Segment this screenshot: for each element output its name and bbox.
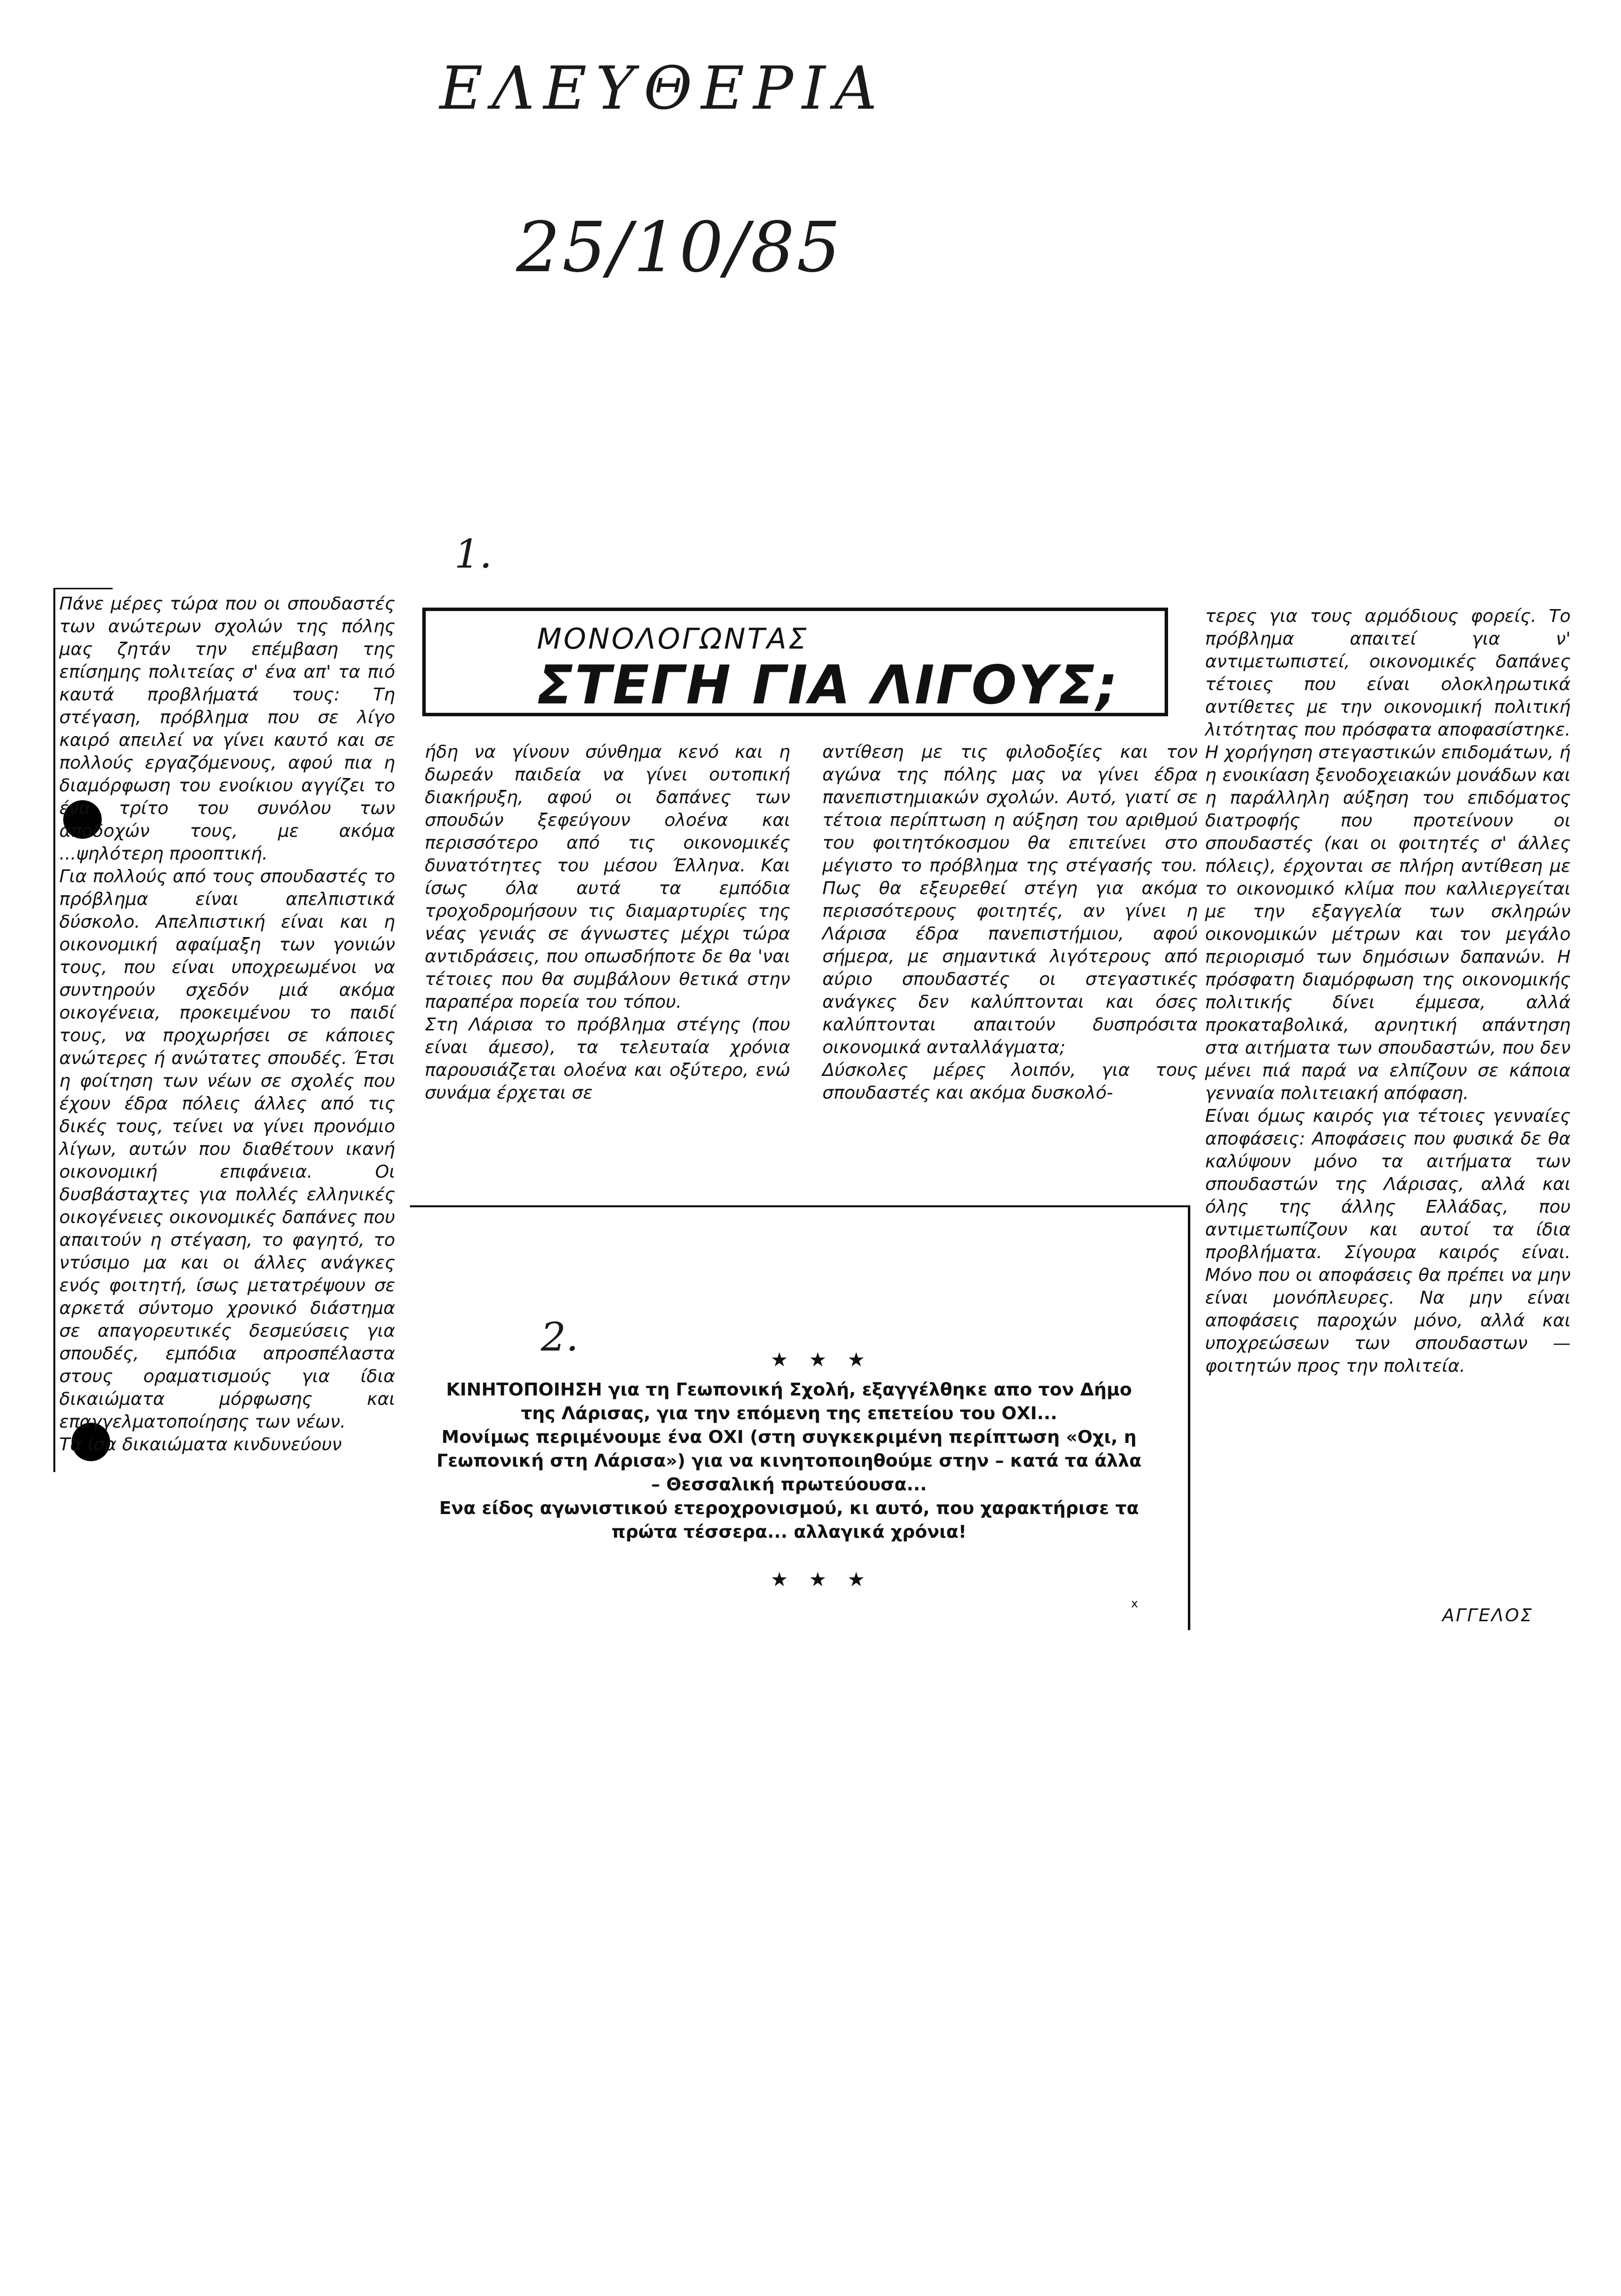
stars-separator-bottom: ★ ★ ★ <box>770 1568 872 1591</box>
bold-note-text: ΚΙΝΗΤΟΠΟΙΗΣΗ για τη Γεωπονική Σχολή, εξαγγέλθηκε απο τον Δήμο της Λάρισας, για την επόμενη της επετείου του ΟΧΙ... Μονίμως περιμένουμε ένα ΟΧΙ (στη συγκεκριμένη περίπτωση «Οχι, η Γεωπονική στη Λάρισα») για να κινητοποιηθούμε στην – κατά τα άλλα – Θεσσαλική πρωτεύουσα... Ενα είδος αγωνιστικού ετεροχρονισμού, κι αυτό, που χαρακτήρισε τα πρώτα τέσσερα... αλλαγικά χρόνια! <box>436 1380 1142 1542</box>
article-column-3: αντίθεση με τις φιλοδοξίες και τον αγώνα της πόλης μας να γίνει έδρα πανεπιστημιακών σχολών. Αυτό, γιατί σε τέτοια περίπτωση η αύξηση του αριθμού του φοιτητόκοσμου θα επιτείνει στο μέγιστο το πρόβλημα της στέγασής του. Πως θα εξευρεθεί στέγη για ακόμα περισσότερους φοιτητές, αν γίνει η Λάρισα έδρα πανεπιστήμιου, αφού σήμερα, με σημαντικά λιγότερους από αύριο σπουδαστές οι στεγαστικές ανάγκες δεν καλύπτονται και όσες καλύπτονται απαιτούν δυσπρόσιτα οικονομικά ανταλλάγματα; Δύσκολες μέρες λοιπόν, για τους σπουδαστές και ακόμα δυσκολό- <box>822 742 1198 1103</box>
handwritten-newspaper-name: ΕΛΕΥΘΕΡΙΑ <box>440 54 886 123</box>
handwritten-mark-one: 1. <box>454 531 492 577</box>
handwritten-mark-two: 2. <box>541 1314 579 1360</box>
article-column-4: τερες για τους αρμόδιους φορείς. Το πρόβλημα απαιτεί για ν' αντιμετωπιστεί, οικονομικές δαπάνες τέτοιες που είναι ολοκληρωτικά αντίθετες με την οικονομική πολιτική λιτότητας που πρόσφατα αποφασίστηκε. Η χορήγηση στεγαστικών επιδομάτων, ή η ενοικίαση ξενοδοχειακών μονάδων και η παράλληλη αύξηση του επιδόματος διατροφής που προτείνουν οι σπουδαστές (και οι φοιτητές σ' άλλες πόλεις), έρχονται σε πλήρη αντίθεση με το οικονομικό κλίμα που καλλιεργείται με την εξαγγελία των σκληρών οικονομικών μέτρων και τον μεγάλο περιορισμό των δημόσιων δαπανών. Η πρόσφατη διαμόρφωση της οικονομικής πολιτικής δίνει έμμεσα, αλλά προκαταβολικά, αρνητική απάντηση στα αιτήματα των σπουδαστών, που δεν μένει πιά παρά να ελπίζουν σε κάποια γενναία πολιτειακή απόφαση. Είναι όμως καιρός για τέτοιες γενναίες αποφάσεις: Αποφάσεις που φυσικά δε θα καλύψουν μόνο τα αιτήματα των σπουδαστών της Λάρισας, αλλά και όλης της άλλης Ελλάδας, που αντιμετωπίζουν και αυτοί τα ίδια προβλήματα. Σίγουρα καιρός είναι. Μόνο που οι αποφάσεις θα πρέπει να μην είναι μονόπλευρες. Να μην είναι αποφάσεις παροχών μόνο, αλλά και υποχρεώσεων των σπουδαστων — φοιτητών προς την πολιτεία. <box>1205 606 1571 1376</box>
author-signature: ΑΓΓΕΛΟΣ <box>1442 1605 1534 1626</box>
right-column-rule <box>1188 1205 1190 1630</box>
handwritten-date: 25/10/85 <box>516 207 843 288</box>
headline-kicker: ΜΟΝΟΛΟΓΩΝΤΑΣ <box>537 622 809 656</box>
small-mark: x <box>1131 1597 1138 1610</box>
left-column-rule <box>53 588 55 1472</box>
stars-separator-top: ★ ★ ★ <box>770 1349 872 1371</box>
top-corner-rule <box>53 588 113 589</box>
headline-box <box>422 608 1168 716</box>
middle-divider-rule <box>410 1205 1188 1207</box>
headline-title: ΣΤΕΓΗ ΓΙΑ ΛΙΓΟΥΣ; <box>537 655 1119 716</box>
article-column-1: Πάνε μέρες τώρα που οι σπουδαστές των ανώτερων σχολών της πόλης μας ζητάν την επέμβαση της επίσημης πολιτείας σ' ένα απ' τα πιό καυτά προβλήματά τους: Τη στέγαση, πρόβλημα που σε λίγο καιρό απειλεί να γίνει καυτό και σε πολλούς εργαζόμενους, αφού πια η διαμόρφωση του ενοίκιου αγγίζει το ένα τρίτο του συνόλου των αποδοχών τους, με ακόμα ...ψηλότερη προοπτική. Για πολλούς από τους σπουδαστές το πρόβλημα είναι απελπιστικά δύσκολο. Απελπιστική είναι και η οικονομική αφαίμαξη των γονιών τους, που είναι υποχρεωμένοι να συντηρούν σχεδόν μιά ακόμα οικογένεια, προκειμένου το παιδί τους, να προχωρήσει σε κάποιες ανώτερες ή ανώτατες σπουδές. Έτσι η φοίτηση των νέων σε σχολές που έχουν έδρα πόλεις άλλες από τις δικές τους, τείνει να γίνει προνόμιο λίγων, αυτών που διαθέτουν ικανή οικονομική επιφάνεια. Οι δυσβάσταχτες για πολλές ελληνικές οικογένειες οικονομικές δαπάνες που απαιτούν η στέγαση, το φαγητό, το ντύσιμο μα και οι άλλες ανάγκες ενός φοιτητή, ίσως μετατρέψουν σε αρκετά σύντομο χρονικό διάστημα σε απαγορευτικές δεσμεύσεις για σπουδές, εμπόδια απροσπέλαστα στους οραματισμούς για ίδια δικαιώματα μόρφωσης και επαγγελματοποίησης των νέων. Τα ίσα δικαιώματα κινδυνεύουν <box>59 594 395 1455</box>
article-column-2: ήδη να γίνουν σύνθημα κενό και η δωρεάν παιδεία να γίνει ουτοπική διακήρυξη, αφού οι δαπάνες των σπουδών ξεφεύγουν ολοένα και περισσότερο από τις οικονομικές δυνατότητες του μέσου Έλληνα. Και ίσως όλα αυτά τα εμπόδια τροχοδρομήσουν τις διαμαρτυρίες της νέας γενιάς σε άγνωστες μέχρι τώρα αντιδράσεις, που οπωσδήποτε δε θα 'ναι τέτοιες που θα συμβάλουν θετικά στην παραπέρα πορεία του τόπου. Στη Λάρισα το πρόβλημα στέγης (που είναι άμεσο), τα τελευταία χρόνια παρουσιάζεται ολοένα και οξύτερο, ενώ συνάμα έρχεται σε <box>425 742 790 1103</box>
